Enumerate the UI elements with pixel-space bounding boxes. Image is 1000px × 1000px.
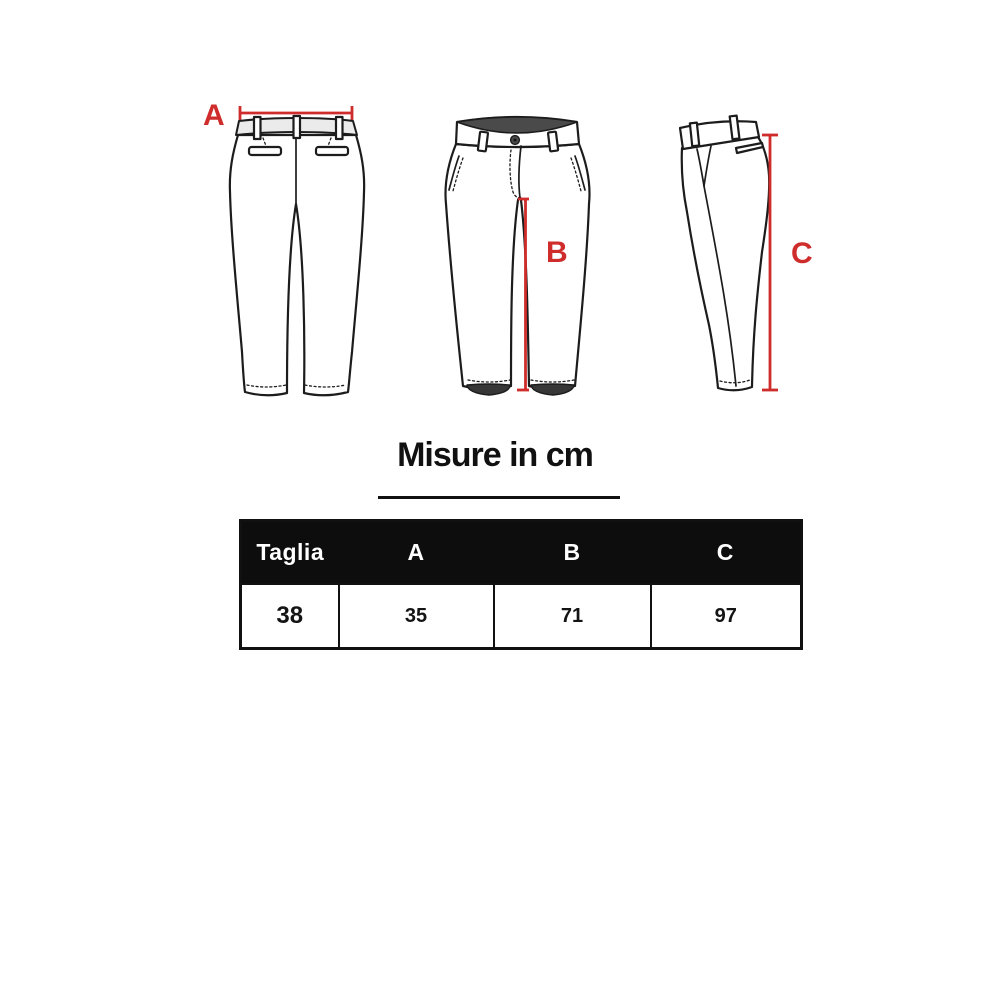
pants-back-body [230,116,364,395]
belt-loop [478,132,488,152]
measure-label-c: C [791,237,813,270]
col-header-b: B [494,521,651,585]
belt-loop [294,116,301,138]
cell-b: 71 [494,584,651,649]
measure-label-b: B [546,236,568,269]
title-underline [378,496,620,499]
cell-c: 97 [651,584,802,649]
belt-loop [690,123,699,147]
belt-loop [730,116,740,140]
belt-loop [548,132,558,152]
leg-opening-left [467,384,510,395]
size-table [239,519,803,650]
col-header-c: C [651,521,802,585]
size-table-row [241,584,802,649]
page-title: Misure in cm [397,436,593,474]
pants-side-body [680,116,769,391]
size-table-header-row [241,521,802,585]
back-pocket-left [249,147,281,155]
leg-opening-right [531,384,574,395]
col-header-a: A [339,521,494,585]
col-header-taglia: Taglia [241,521,339,585]
pants-back-view-drawing [195,95,380,410]
pants-front-body [445,117,589,395]
back-pocket-right [316,147,348,155]
belt-loop [336,117,343,139]
pants-front-view-drawing [435,95,625,410]
cell-a: 35 [339,584,494,649]
cell-taglia: 38 [241,584,339,649]
measure-label-a: A [203,99,225,132]
belt-loop [254,117,261,139]
